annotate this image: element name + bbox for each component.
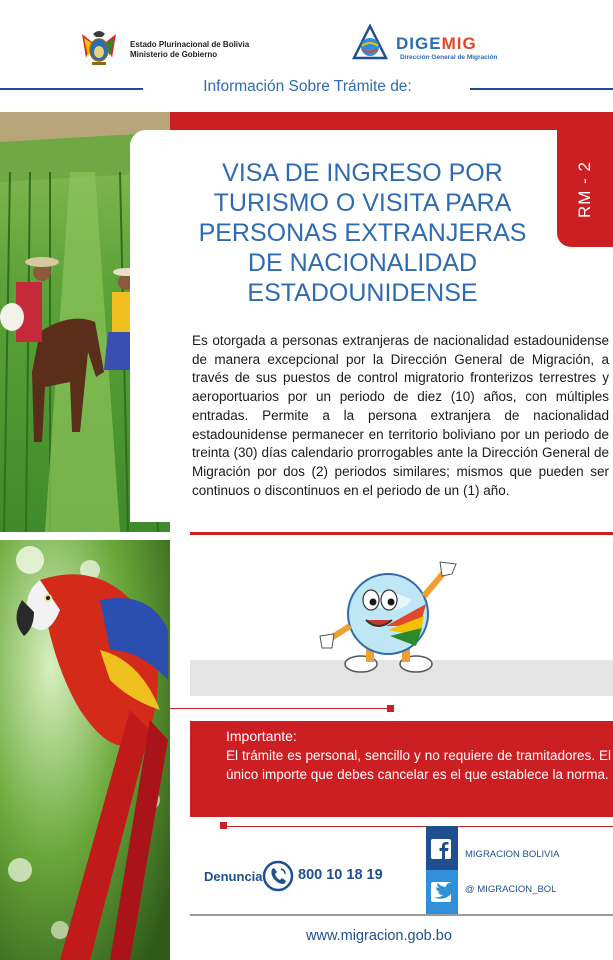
gov-line1: Estado Plurinacional de Bolivia: [130, 40, 250, 49]
section-divider: [190, 532, 613, 535]
phone-number[interactable]: 800 10 18 19: [298, 867, 383, 883]
phone-icon: [262, 860, 294, 892]
website-link[interactable]: www.migracion.gob.bo: [306, 928, 452, 944]
macaw-photo: [0, 540, 170, 960]
agency-name-part2: MIG: [441, 34, 477, 53]
title-line-4: DE NACIONALIDAD: [247, 249, 478, 277]
twitter-label[interactable]: @ MIGRACION_BOL: [465, 884, 557, 895]
gov-line2: Ministerio de Gobierno: [130, 50, 218, 59]
top-red-bar: [170, 112, 613, 130]
footer-divider: [190, 914, 613, 916]
contact-rule: [224, 826, 613, 827]
important-text: El trámite es personal, sencillo y no requiere de tramitadores. El único importe que debes cancelar es el que establece la norma.: [226, 748, 611, 782]
twitter-icon: [426, 870, 458, 914]
procedure-description: Es otorgada a personas extranjeras de nacionalidad estadounidense de manera excepcional por la Dirección General de Migración, a través de sus puestos de control migratorio fronterizos terrestres y aeroportuarios por un periodo de diez (10) años, con múltiples entradas. Permite a la persona extranjera de nacionalidad estadounidense permanecer en territorio boliviano por un periodo de treinta (30) días calendario prorrogables ante la Dirección General de Migración por dos (2) periodos similares; mismos que pueden ser continuos o discontinuos en el periodo de un (1) año.: [192, 333, 609, 498]
facebook-label[interactable]: MIGRACION BOLIVIA: [465, 849, 560, 860]
title-line-2: TURISMO O VISITA PARA: [213, 189, 512, 217]
facebook-button[interactable]: [426, 826, 458, 870]
important-title: Importante:: [226, 728, 297, 744]
title-line-5: ESTADOUNIDENSE: [247, 279, 478, 307]
twitter-button[interactable]: [426, 870, 458, 914]
agency-subtitle: Dirección General de Migración: [400, 54, 498, 61]
bolivia-coat-of-arms-icon: [78, 28, 120, 68]
important-rule-dot: [387, 705, 394, 712]
procedure-title: [180, 158, 545, 308]
code-tab-label: RM - 2: [575, 161, 594, 219]
facebook-icon: [426, 826, 458, 870]
denuncia-label: Denuncia: [204, 869, 263, 884]
government-label: [130, 40, 249, 60]
header-rule-right: [470, 88, 613, 90]
important-rule: [170, 708, 390, 709]
header-rule-left: [0, 88, 143, 90]
title-line-1: VISA DE INGRESO POR: [222, 159, 503, 187]
info-title: Información Sobre Trámite de:: [203, 78, 412, 95]
contact-rule-dot: [220, 822, 227, 829]
title-line-3: PERSONAS EXTRANJERAS: [198, 219, 527, 247]
agency-name-part1: DIGE: [396, 34, 442, 53]
agency-name: [396, 34, 477, 54]
globe-mascot-icon: [316, 556, 466, 686]
digemig-logo-icon: [352, 24, 388, 64]
